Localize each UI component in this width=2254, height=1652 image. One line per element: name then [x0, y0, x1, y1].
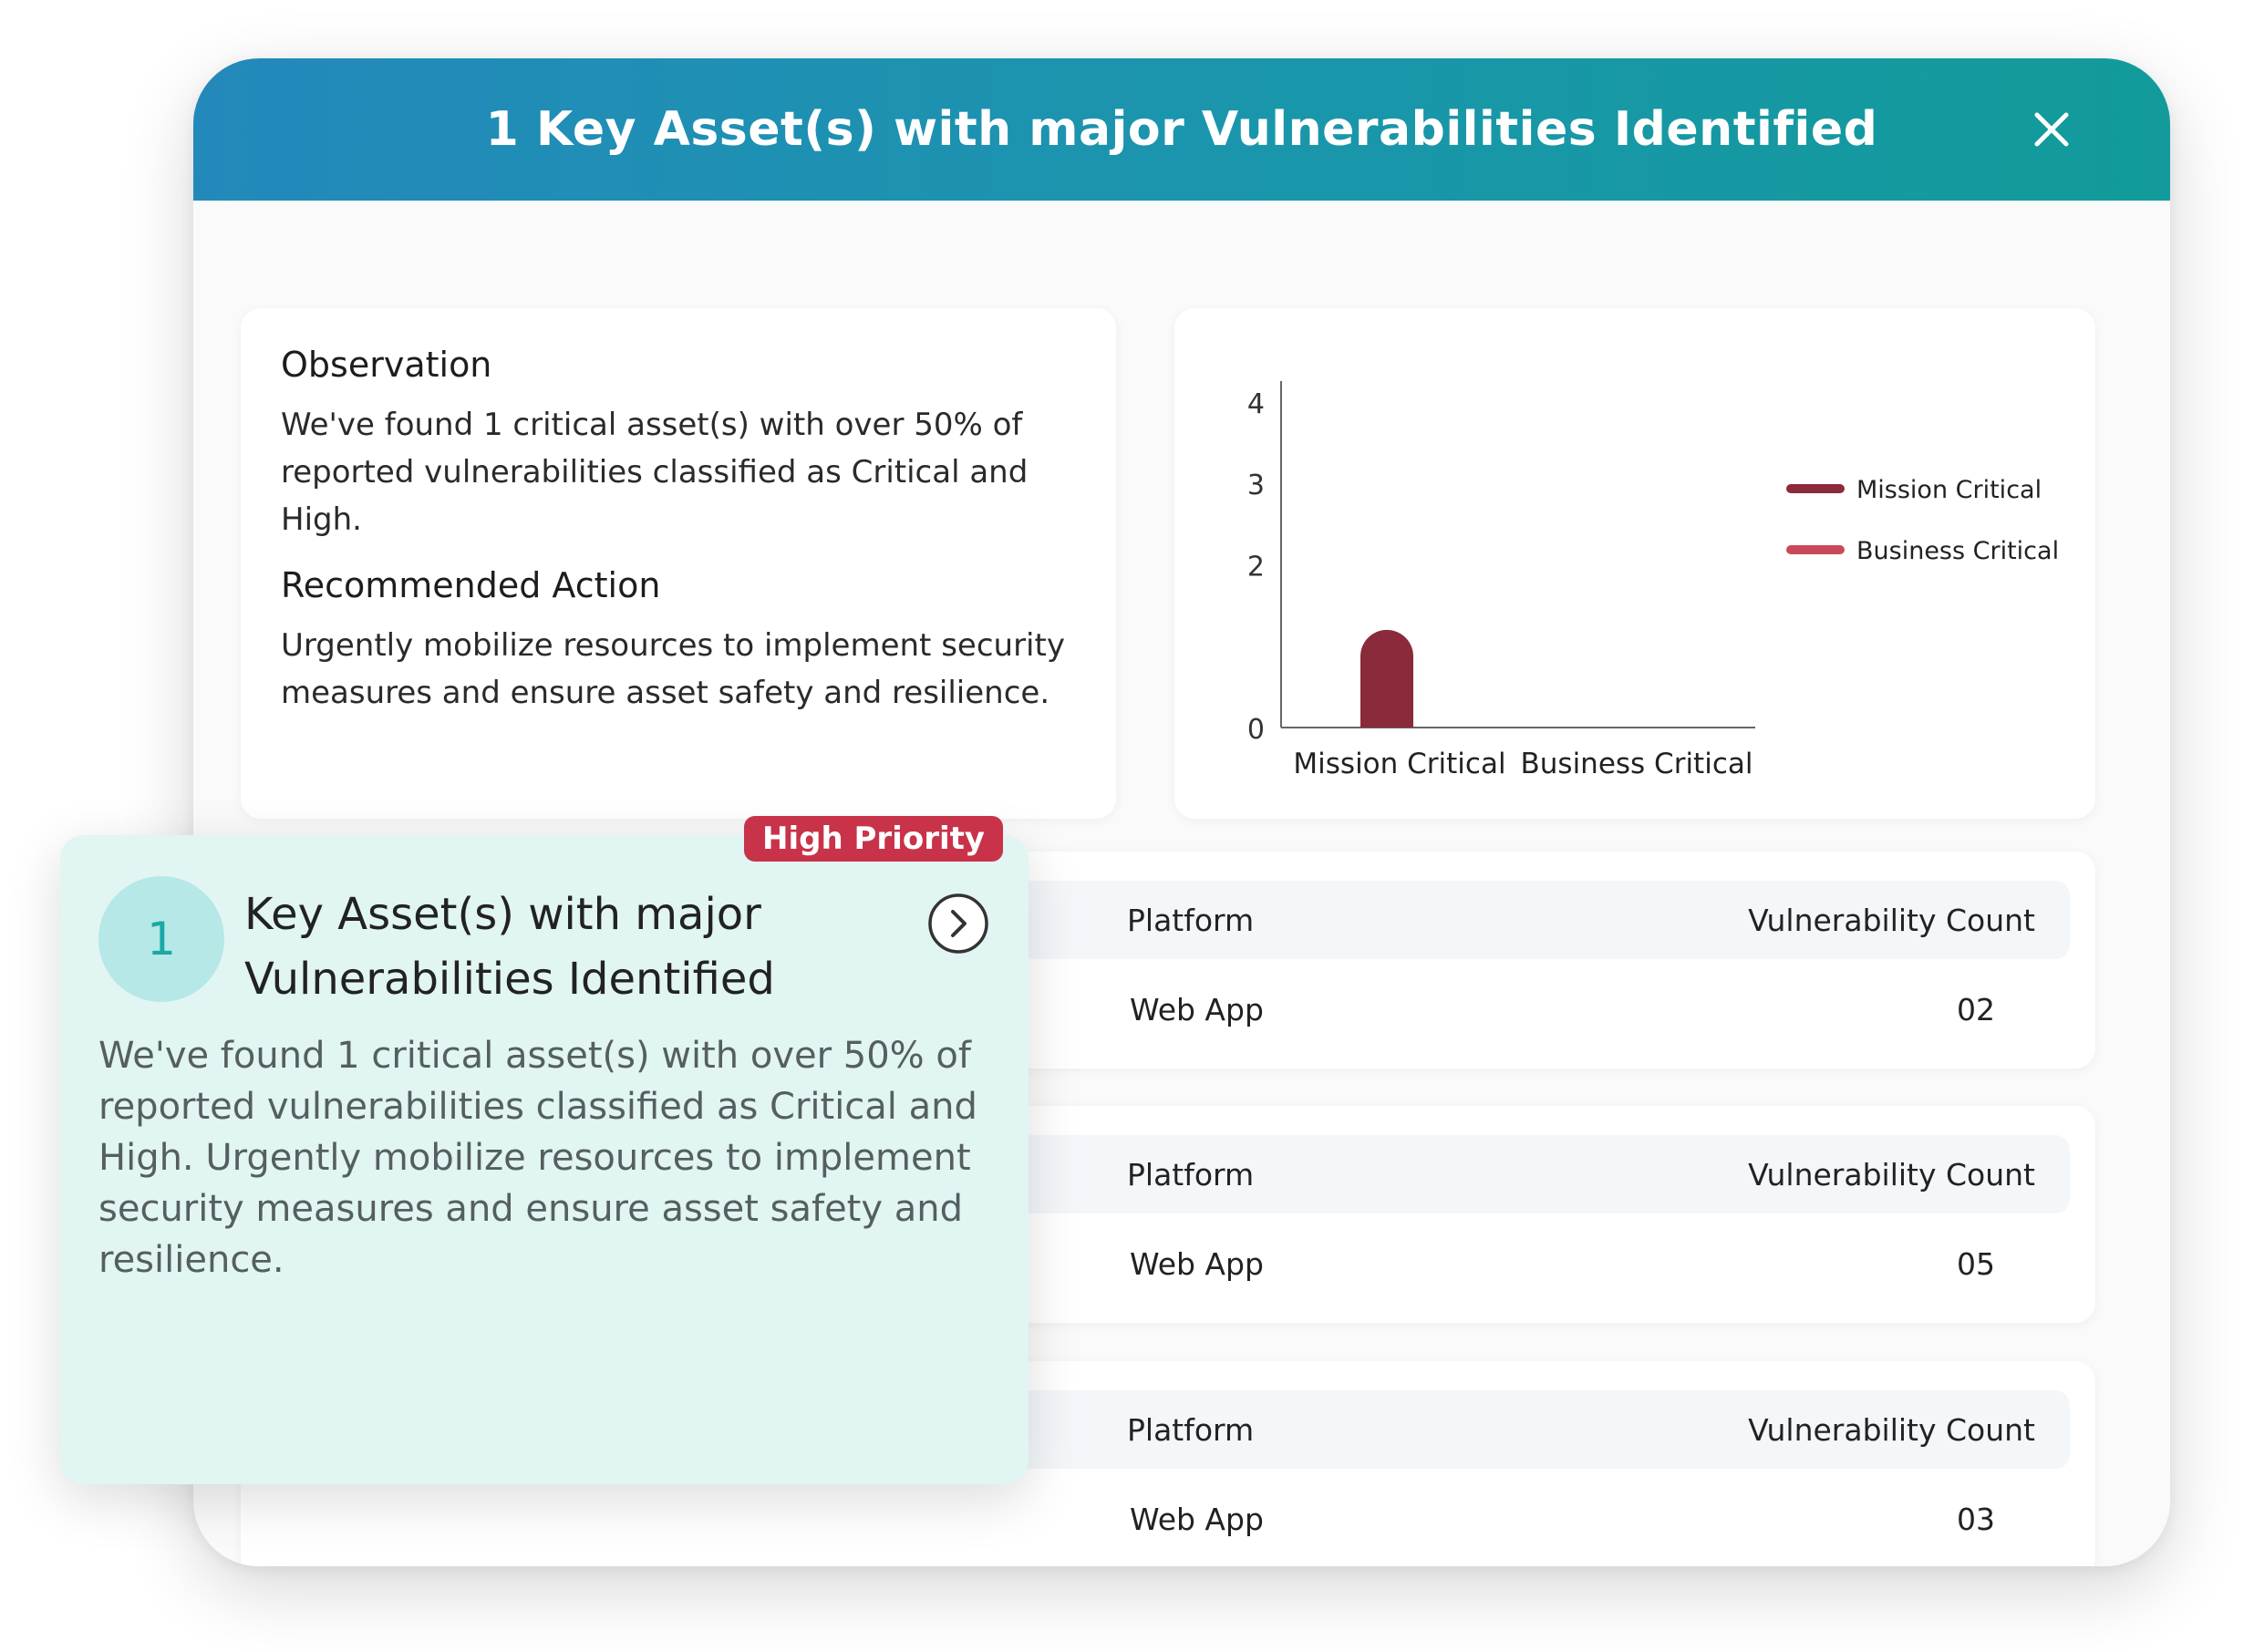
y-tick-label: 0 [1246, 714, 1265, 746]
vulnerability-count-cell: 05 [1957, 1246, 1995, 1282]
chevron-right-icon [926, 892, 990, 955]
platform-column-header: Platform [1127, 903, 1255, 938]
high-priority-badge: High Priority [744, 816, 1003, 862]
vulnerability-count-column-header: Vulnerability Count [1748, 1157, 2035, 1193]
summary-description: We've found 1 critical asset(s) with over 50% of reported vulnerabilities classified as Critical and High. Urgently mobilize resources to implement security measures and ensure asset safety and resilience. [98, 1035, 977, 1281]
x-tick-label: Business Critical [1520, 748, 1753, 780]
priority-summary-card[interactable] [60, 835, 1029, 1484]
observation-heading: Observation [281, 345, 492, 385]
bar-mission-critical [1360, 630, 1413, 728]
recommended-action-text: Urgently mobilize resources to implement security measures and ensure asset safety and resilience. [281, 627, 1065, 711]
chart-card [1174, 308, 2095, 819]
observation-card [241, 308, 1116, 819]
vulnerability-count-column-header: Vulnerability Count [1748, 903, 2035, 938]
y-tick-label: 4 [1246, 387, 1265, 420]
modal-title: 1 Key Asset(s) with major Vulnerabilities Identified [485, 102, 1878, 157]
summary-title: Key Asset(s) with major Vulnerabilities Identified [244, 889, 775, 1005]
modal-header [193, 58, 2170, 201]
criticality-bar-chart [1174, 308, 2095, 819]
recommended-action-heading: Recommended Action [281, 565, 661, 605]
vulnerability-count-column-header: Vulnerability Count [1748, 1412, 2035, 1448]
y-tick-label: 3 [1246, 470, 1265, 502]
close-icon [2024, 102, 2079, 157]
platform-column-header: Platform [1127, 1157, 1255, 1193]
legend-label: Mission Critical [1856, 476, 2042, 504]
observation-text: We've found 1 critical asset(s) with over 50% of reported vulnerabilities classified as Critical and High. [281, 407, 1029, 538]
x-tick-label: Mission Critical [1293, 748, 1506, 780]
asset-count-circle: 1 [98, 876, 224, 1002]
y-tick-label: 2 [1246, 551, 1265, 583]
vulnerability-count-cell: 03 [1957, 1502, 1995, 1537]
platform-cell: Web App [1130, 1246, 1264, 1282]
vulnerability-count-cell: 02 [1957, 992, 1995, 1027]
close-button[interactable] [2024, 102, 2079, 157]
open-details-button[interactable] [926, 892, 990, 955]
legend-label: Business Critical [1856, 537, 2060, 565]
platform-cell: Web App [1130, 1502, 1264, 1537]
platform-column-header: Platform [1127, 1412, 1255, 1448]
platform-cell: Web App [1130, 992, 1264, 1027]
